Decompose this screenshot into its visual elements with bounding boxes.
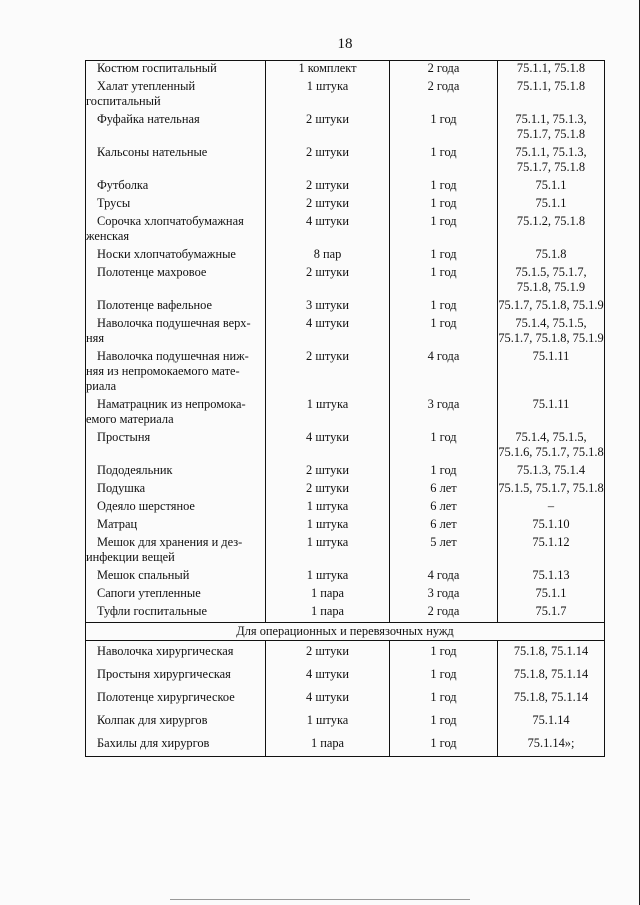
table-row xyxy=(86,247,605,265)
item-name-cell xyxy=(86,641,266,665)
item-name: Наволочка хирургическая xyxy=(97,644,234,658)
item-name-cell xyxy=(86,145,266,178)
section-title: Для операционных и перевязочных нужд xyxy=(86,623,605,641)
item-quantity: 1 комплект xyxy=(266,61,390,80)
table-row xyxy=(86,196,605,214)
item-wear-term: 6 лет xyxy=(390,481,498,499)
item-name-cell xyxy=(86,481,266,499)
item-name: Пододеяльник xyxy=(97,463,173,477)
item-quantity: 2 штуки xyxy=(266,178,390,196)
item-name: Костюм госпитальный xyxy=(97,61,217,75)
item-name-cell xyxy=(86,568,266,586)
item-quantity: 1 штука xyxy=(266,79,390,112)
item-wear-term: 1 год xyxy=(390,178,498,196)
item-name-cell xyxy=(86,733,266,757)
item-reference: 75.1.1, 75.1.3, 75.1.7, 75.1.8 xyxy=(498,145,605,178)
item-name: Колпак для хирургов xyxy=(97,713,208,727)
item-reference: 75.1.8 xyxy=(498,247,605,265)
item-wear-term: 3 года xyxy=(390,397,498,430)
item-name: Мешок спальный xyxy=(97,568,190,582)
item-name: Полотенце хирургическое xyxy=(97,690,235,704)
item-quantity: 2 штуки xyxy=(266,349,390,397)
item-reference: 75.1.3, 75.1.4 xyxy=(498,463,605,481)
item-wear-term: 3 года xyxy=(390,586,498,604)
table-row xyxy=(86,517,605,535)
item-quantity: 2 штуки xyxy=(266,463,390,481)
item-quantity: 1 штука xyxy=(266,397,390,430)
item-name: Сорочка хлопчатобумажная женская xyxy=(86,214,244,243)
item-name-cell xyxy=(86,247,266,265)
item-name-cell xyxy=(86,586,266,604)
item-reference: 75.1.4, 75.1.5, 75.1.7, 75.1.8, 75.1.9 xyxy=(498,316,605,349)
item-name: Халат утепленный госпитальный xyxy=(86,79,196,108)
item-quantity: 1 штука xyxy=(266,517,390,535)
item-wear-term: 6 лет xyxy=(390,499,498,517)
item-name: Наволочка подушечная ниж-няя из непромокаемого мате-риала xyxy=(86,349,249,393)
table-row xyxy=(86,430,605,463)
item-name: Наматрацник из непромока-емого материала xyxy=(86,397,246,426)
item-name: Мешок для хранения и дез-инфекции вещей xyxy=(86,535,243,564)
item-reference: 75.1.4, 75.1.5, 75.1.6, 75.1.7, 75.1.8 xyxy=(498,430,605,463)
item-reference: 75.1.1 xyxy=(498,178,605,196)
item-name: Бахилы для хирургов xyxy=(97,736,210,750)
item-quantity: 1 пара xyxy=(266,733,390,757)
item-wear-term: 1 год xyxy=(390,247,498,265)
item-wear-term: 1 год xyxy=(390,687,498,710)
item-quantity: 2 штуки xyxy=(266,265,390,298)
item-wear-term: 1 год xyxy=(390,214,498,247)
item-name: Простыня хирургическая xyxy=(97,667,231,681)
item-reference: 75.1.5, 75.1.7, 75.1.8, 75.1.9 xyxy=(498,265,605,298)
table-row xyxy=(86,112,605,145)
item-name-cell xyxy=(86,196,266,214)
item-quantity: 2 штуки xyxy=(266,112,390,145)
item-name-cell xyxy=(86,687,266,710)
item-name-cell xyxy=(86,499,266,517)
table-row xyxy=(86,265,605,298)
item-wear-term: 1 год xyxy=(390,430,498,463)
item-reference: 75.1.5, 75.1.7, 75.1.8 xyxy=(498,481,605,499)
item-reference: 75.1.11 xyxy=(498,349,605,397)
table-row xyxy=(86,499,605,517)
table-row xyxy=(86,298,605,316)
table-row xyxy=(86,214,605,247)
item-quantity: 1 штука xyxy=(266,535,390,568)
item-name: Трусы xyxy=(97,196,131,210)
item-name-cell xyxy=(86,430,266,463)
table-row xyxy=(86,481,605,499)
item-quantity: 2 штуки xyxy=(266,641,390,665)
item-wear-term: 1 год xyxy=(390,196,498,214)
table-row xyxy=(86,349,605,397)
table-row xyxy=(86,535,605,568)
item-quantity: 1 штука xyxy=(266,499,390,517)
item-wear-term: 1 год xyxy=(390,733,498,757)
table-row xyxy=(86,733,605,757)
item-name-cell xyxy=(86,298,266,316)
item-name: Туфли госпитальные xyxy=(97,604,207,618)
item-quantity: 1 штука xyxy=(266,568,390,586)
item-reference: – xyxy=(498,499,605,517)
item-reference: 75.1.8, 75.1.14 xyxy=(498,641,605,665)
table-row xyxy=(86,463,605,481)
item-reference: 75.1.1, 75.1.3, 75.1.7, 75.1.8 xyxy=(498,112,605,145)
table-row xyxy=(86,687,605,710)
table-row xyxy=(86,664,605,687)
item-wear-term: 1 год xyxy=(390,641,498,665)
item-reference: 75.1.13 xyxy=(498,568,605,586)
item-name: Матрац xyxy=(97,517,138,531)
item-quantity: 4 штуки xyxy=(266,316,390,349)
item-wear-term: 4 года xyxy=(390,568,498,586)
item-wear-term: 6 лет xyxy=(390,517,498,535)
item-quantity: 1 пара xyxy=(266,586,390,604)
table-row xyxy=(86,604,605,623)
item-reference: 75.1.10 xyxy=(498,517,605,535)
item-name-cell xyxy=(86,710,266,733)
item-reference: 75.1.8, 75.1.14 xyxy=(498,687,605,710)
item-name: Одеяло шерстяное xyxy=(97,499,195,513)
item-name-cell xyxy=(86,214,266,247)
item-reference: 75.1.7 xyxy=(498,604,605,623)
item-name-cell xyxy=(86,79,266,112)
item-quantity: 3 штуки xyxy=(266,298,390,316)
item-wear-term: 1 год xyxy=(390,463,498,481)
item-name-cell xyxy=(86,463,266,481)
item-name: Сапоги утепленные xyxy=(97,586,201,600)
item-quantity: 4 штуки xyxy=(266,664,390,687)
item-name: Футболка xyxy=(97,178,149,192)
item-name-cell xyxy=(86,535,266,568)
item-name-cell xyxy=(86,265,266,298)
item-wear-term: 1 год xyxy=(390,145,498,178)
item-wear-term: 1 год xyxy=(390,112,498,145)
item-wear-term: 1 год xyxy=(390,298,498,316)
item-name: Кальсоны нательные xyxy=(97,145,208,159)
item-reference: 75.1.12 xyxy=(498,535,605,568)
item-reference: 75.1.1, 75.1.8 xyxy=(498,61,605,80)
table-row xyxy=(86,586,605,604)
item-reference: 75.1.1 xyxy=(498,196,605,214)
item-name: Подушка xyxy=(97,481,146,495)
section-row xyxy=(86,623,605,641)
item-wear-term: 2 года xyxy=(390,604,498,623)
item-wear-term: 2 года xyxy=(390,79,498,112)
item-reference: 75.1.1, 75.1.8 xyxy=(498,79,605,112)
item-quantity: 2 штуки xyxy=(266,481,390,499)
item-quantity: 4 штуки xyxy=(266,687,390,710)
item-name-cell xyxy=(86,61,266,80)
table-row xyxy=(86,641,605,665)
item-name-cell xyxy=(86,517,266,535)
item-name: Носки хлопчатобумажные xyxy=(97,247,236,261)
item-reference: 75.1.11 xyxy=(498,397,605,430)
table-row xyxy=(86,145,605,178)
item-name-cell xyxy=(86,349,266,397)
page-number: 18 xyxy=(337,36,353,52)
table-row xyxy=(86,178,605,196)
item-wear-term: 5 лет xyxy=(390,535,498,568)
item-name-cell xyxy=(86,664,266,687)
item-name: Полотенце вафельное xyxy=(97,298,212,312)
item-wear-term: 1 год xyxy=(390,316,498,349)
item-wear-term: 1 год xyxy=(390,265,498,298)
table-row xyxy=(86,397,605,430)
table-row xyxy=(86,61,605,80)
item-wear-term: 4 года xyxy=(390,349,498,397)
item-reference: 75.1.8, 75.1.14 xyxy=(498,664,605,687)
item-name-cell xyxy=(86,112,266,145)
item-reference: 75.1.14»; xyxy=(498,733,605,757)
table-row xyxy=(86,568,605,586)
footer-rule xyxy=(170,899,470,900)
item-wear-term: 1 год xyxy=(390,710,498,733)
item-quantity: 8 пар xyxy=(266,247,390,265)
item-name: Фуфайка нательная xyxy=(97,112,200,126)
supply-table xyxy=(85,60,605,757)
item-name-cell xyxy=(86,316,266,349)
table-row xyxy=(86,710,605,733)
table-row xyxy=(86,79,605,112)
table-row xyxy=(86,316,605,349)
item-reference: 75.1.2, 75.1.8 xyxy=(498,214,605,247)
item-name: Простыня xyxy=(97,430,151,444)
item-wear-term: 2 года xyxy=(390,61,498,80)
item-name: Полотенце махровое xyxy=(97,265,207,279)
item-reference: 75.1.14 xyxy=(498,710,605,733)
item-quantity: 2 штуки xyxy=(266,145,390,178)
item-name-cell xyxy=(86,397,266,430)
supply-table-body xyxy=(86,61,605,757)
item-name: Наволочка подушечная верх-няя xyxy=(86,316,251,345)
item-quantity: 4 штуки xyxy=(266,214,390,247)
item-name-cell xyxy=(86,604,266,623)
item-name-cell xyxy=(86,178,266,196)
item-quantity: 4 штуки xyxy=(266,430,390,463)
item-reference: 75.1.7, 75.1.8, 75.1.9 xyxy=(498,298,605,316)
item-quantity: 1 штука xyxy=(266,710,390,733)
item-reference: 75.1.1 xyxy=(498,586,605,604)
item-quantity: 1 пара xyxy=(266,604,390,623)
item-wear-term: 1 год xyxy=(390,664,498,687)
item-quantity: 2 штуки xyxy=(266,196,390,214)
